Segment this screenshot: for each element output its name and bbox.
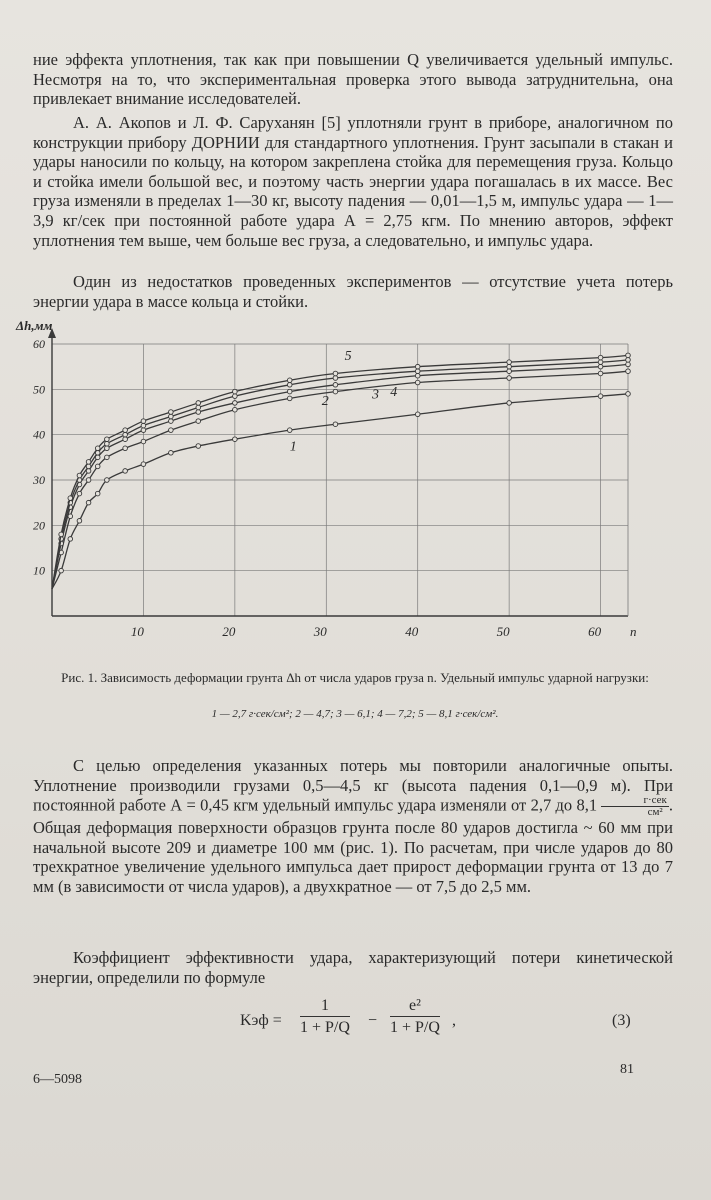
series-4-point-10 xyxy=(196,405,201,410)
series-5-point-15 xyxy=(507,360,512,365)
series-4-point-17 xyxy=(626,358,631,363)
series-5-point-2 xyxy=(68,496,73,501)
y-tick-label-2: 30 xyxy=(33,473,45,487)
curve-label-1: 1 xyxy=(289,439,297,455)
x-axis-label: n xyxy=(630,624,637,639)
series-5-point-13 xyxy=(333,371,338,376)
series-1-point-13 xyxy=(333,422,338,427)
series-1-point-15 xyxy=(507,401,512,406)
formula-term-1-numerator: 1 xyxy=(300,997,350,1017)
series-5-point-3 xyxy=(77,473,82,478)
series-4-point-9 xyxy=(169,414,174,419)
paragraph-akopov: А. А. Акопов и Л. Ф. Саруханян [5] уплотняли грунт в приборе, аналогичном по конструкции прибору ДОРНИИ для стандартного уплотнения. Грунт засыпали в стакан и удары наносили по кольцу, на котором закреплена стойка для перемещения груза. Кольцо и стойка имели большой вес, и поэтому часть энергии удара погашалась в их массе. Вес груза изменяли в пределах 1—30 кг, высоту падения — 0,01—1,5 м, импульс удара — 1—3,9 кг/сек при постоянной работе удара А = 2,75 кгм. По мнению авторов, эффект уплотнения тем выше, чем больше вес груза, а следовательно, и импульс удара. xyxy=(33,113,673,250)
series-2-point-4 xyxy=(86,478,91,483)
series-1-point-12 xyxy=(287,428,292,433)
series-3-point-7 xyxy=(123,437,128,442)
formula-term-1 xyxy=(300,997,350,1037)
series-2-point-11 xyxy=(233,407,238,412)
series-1-point-8 xyxy=(141,462,146,467)
series-3-point-6 xyxy=(105,446,110,451)
series-3-point-16 xyxy=(598,364,603,369)
series-4-point-11 xyxy=(233,394,238,399)
y-axis-label: Δh,мм xyxy=(16,318,53,333)
series-3-point-9 xyxy=(169,419,174,424)
x-tick-label-4: 50 xyxy=(496,624,510,639)
series-2-point-14 xyxy=(415,380,420,385)
x-tick-label-5: 60 xyxy=(588,624,602,639)
series-5-point-7 xyxy=(123,428,128,433)
signature-mark: 6—5098 xyxy=(33,1072,82,1087)
series-2-point-17 xyxy=(626,369,631,374)
series-4-point-8 xyxy=(141,423,146,428)
series-3-point-12 xyxy=(287,389,292,394)
series-3-point-11 xyxy=(233,401,238,406)
series-5-point-12 xyxy=(287,378,292,383)
series-1-point-17 xyxy=(626,392,631,397)
series-3-point-13 xyxy=(333,383,338,388)
paragraph-experiments-part-a: С целью определения указанных потерь мы повторили аналогичные опыты. Уплотнение производили грузами 0,5—4,5 кг (высота падения 0,1—0,9 м). При постоянной работе А = 0,45 кгм удельный импульс удара изменяли от 2,7 до 8,1 xyxy=(33,756,673,815)
series-line-5 xyxy=(52,355,628,588)
figure-caption: Рис. 1. Зависимость деформации грунта Δh от числа ударов груза n. Удельный импульс ударной нагрузки: xyxy=(61,670,649,685)
curve-label-5: 5 xyxy=(344,348,352,364)
caption-formula: 1 — 2,7 г·сек/см²; 2 — 4,7; 3 — 6,1; 4 — 7,2; 5 — 8,1 г·сек/см². xyxy=(211,708,499,720)
curve-label-3: 3 xyxy=(372,387,379,403)
series-5-point-14 xyxy=(415,364,420,369)
series-4-point-6 xyxy=(105,441,110,446)
series-line-3 xyxy=(52,364,628,588)
formula-comma: , xyxy=(452,1012,456,1029)
series-5-point-6 xyxy=(105,437,110,442)
formula-term-2-numerator: e² xyxy=(390,997,440,1017)
paragraph-intro: ние эффекта уплотнения, так как при повышении Q увеличивается удельный импульс. Несмотря на то, что экспериментальная проверка этого вывода затруднительна, она привлекает внимание исследователей. xyxy=(33,50,673,109)
series-5-point-16 xyxy=(598,355,603,360)
efficiency-formula xyxy=(230,995,530,1055)
series-3-point-17 xyxy=(626,362,631,367)
curve-label-2: 2 xyxy=(321,394,329,410)
paragraph-experiments xyxy=(33,756,673,897)
series-5-point-10 xyxy=(196,401,201,406)
y-tick-label-5: 60 xyxy=(33,337,45,351)
series-1-point-16 xyxy=(598,394,603,399)
x-tick-label-1: 20 xyxy=(222,624,236,639)
formula-term-2-denominator: 1 + P/Q xyxy=(390,1019,440,1036)
paragraph-experiments-part-b: . Общая деформация поверхности образцов грунта после 80 ударов достигла ~ 60 мм при начальной высоте 209 и диаметре 100 мм (рис. 1). По расчетам, при числе ударов до 80 трехкратное увеличение удельного импульса дает прирост деформации грунта от 13 до 7 мм (в зависимости от числа ударов), а двухкратное — от 7,5 до 2,5 мм. xyxy=(33,795,673,896)
y-tick-label-1: 20 xyxy=(33,518,45,533)
series-2-point-6 xyxy=(105,455,110,460)
series-3-point-15 xyxy=(507,369,512,374)
series-1-point-5 xyxy=(95,491,100,496)
deformation-chart xyxy=(10,318,690,663)
series-3-point-10 xyxy=(196,410,201,415)
series-2-point-8 xyxy=(141,439,146,444)
series-2-point-3 xyxy=(77,491,82,496)
series-4-point-13 xyxy=(333,376,338,381)
x-tick-label-3: 40 xyxy=(405,624,419,639)
y-tick-label-4: 50 xyxy=(33,382,45,397)
series-line-4 xyxy=(52,360,628,589)
series-5-point-9 xyxy=(169,410,174,415)
series-5-point-8 xyxy=(141,419,146,424)
series-5-point-17 xyxy=(626,353,631,358)
x-tick-label-2: 30 xyxy=(313,624,327,639)
series-2-point-9 xyxy=(169,428,174,433)
impulse-unit-denominator: см² xyxy=(647,806,663,819)
series-1-point-14 xyxy=(415,412,420,417)
series-1-point-2 xyxy=(68,537,73,542)
series-2-point-7 xyxy=(123,446,128,451)
formula-lhs: Kэф = xyxy=(240,1012,282,1029)
x-tick-label-0: 10 xyxy=(130,624,144,639)
y-tick-label-3: 40 xyxy=(33,427,45,442)
paragraph-shortcoming: Один из недостатков проведенных экспериментов — отсутствие учета потерь энергии удара в массе кольца и стойки. xyxy=(33,272,673,311)
series-2-point-10 xyxy=(196,419,201,424)
paragraph-coefficient: Коэффициент эффективности удара, характеризующий потери кинетической энергии, определили по формуле xyxy=(33,948,673,987)
equation-number: (3) xyxy=(612,1012,631,1029)
series-2-point-15 xyxy=(507,376,512,381)
series-4-point-7 xyxy=(123,432,128,437)
series-1-point-4 xyxy=(86,500,91,505)
formula-minus: − xyxy=(368,1012,378,1029)
series-5-point-5 xyxy=(95,446,100,451)
series-1-point-3 xyxy=(77,519,82,524)
series-2-point-16 xyxy=(598,371,603,376)
series-4-point-14 xyxy=(415,369,420,374)
formula-term-1-denominator: 1 + P/Q xyxy=(300,1019,350,1036)
impulse-unit-numerator: г·сек xyxy=(601,795,668,807)
series-2-point-5 xyxy=(95,464,100,469)
series-1-point-1 xyxy=(59,568,64,573)
series-5-point-11 xyxy=(233,389,238,394)
series-1-point-9 xyxy=(169,451,174,456)
series-3-point-8 xyxy=(141,428,146,433)
page-number: 81 xyxy=(620,1062,634,1077)
series-1-point-10 xyxy=(196,444,201,449)
series-5-point-1 xyxy=(59,532,64,537)
impulse-unit-fraction xyxy=(601,795,668,818)
series-1-point-6 xyxy=(105,478,110,483)
series-4-point-15 xyxy=(507,364,512,369)
formula-term-2 xyxy=(390,997,440,1037)
series-5-point-4 xyxy=(86,460,91,465)
series-1-point-7 xyxy=(123,469,128,474)
y-tick-label-0: 10 xyxy=(33,563,45,578)
series-4-point-12 xyxy=(287,383,292,388)
series-3-point-14 xyxy=(415,373,420,378)
series-4-point-16 xyxy=(598,360,603,365)
series-2-point-12 xyxy=(287,396,292,401)
series-1-point-11 xyxy=(233,437,238,442)
curve-label-4: 4 xyxy=(390,385,398,401)
series-2-point-13 xyxy=(333,389,338,394)
